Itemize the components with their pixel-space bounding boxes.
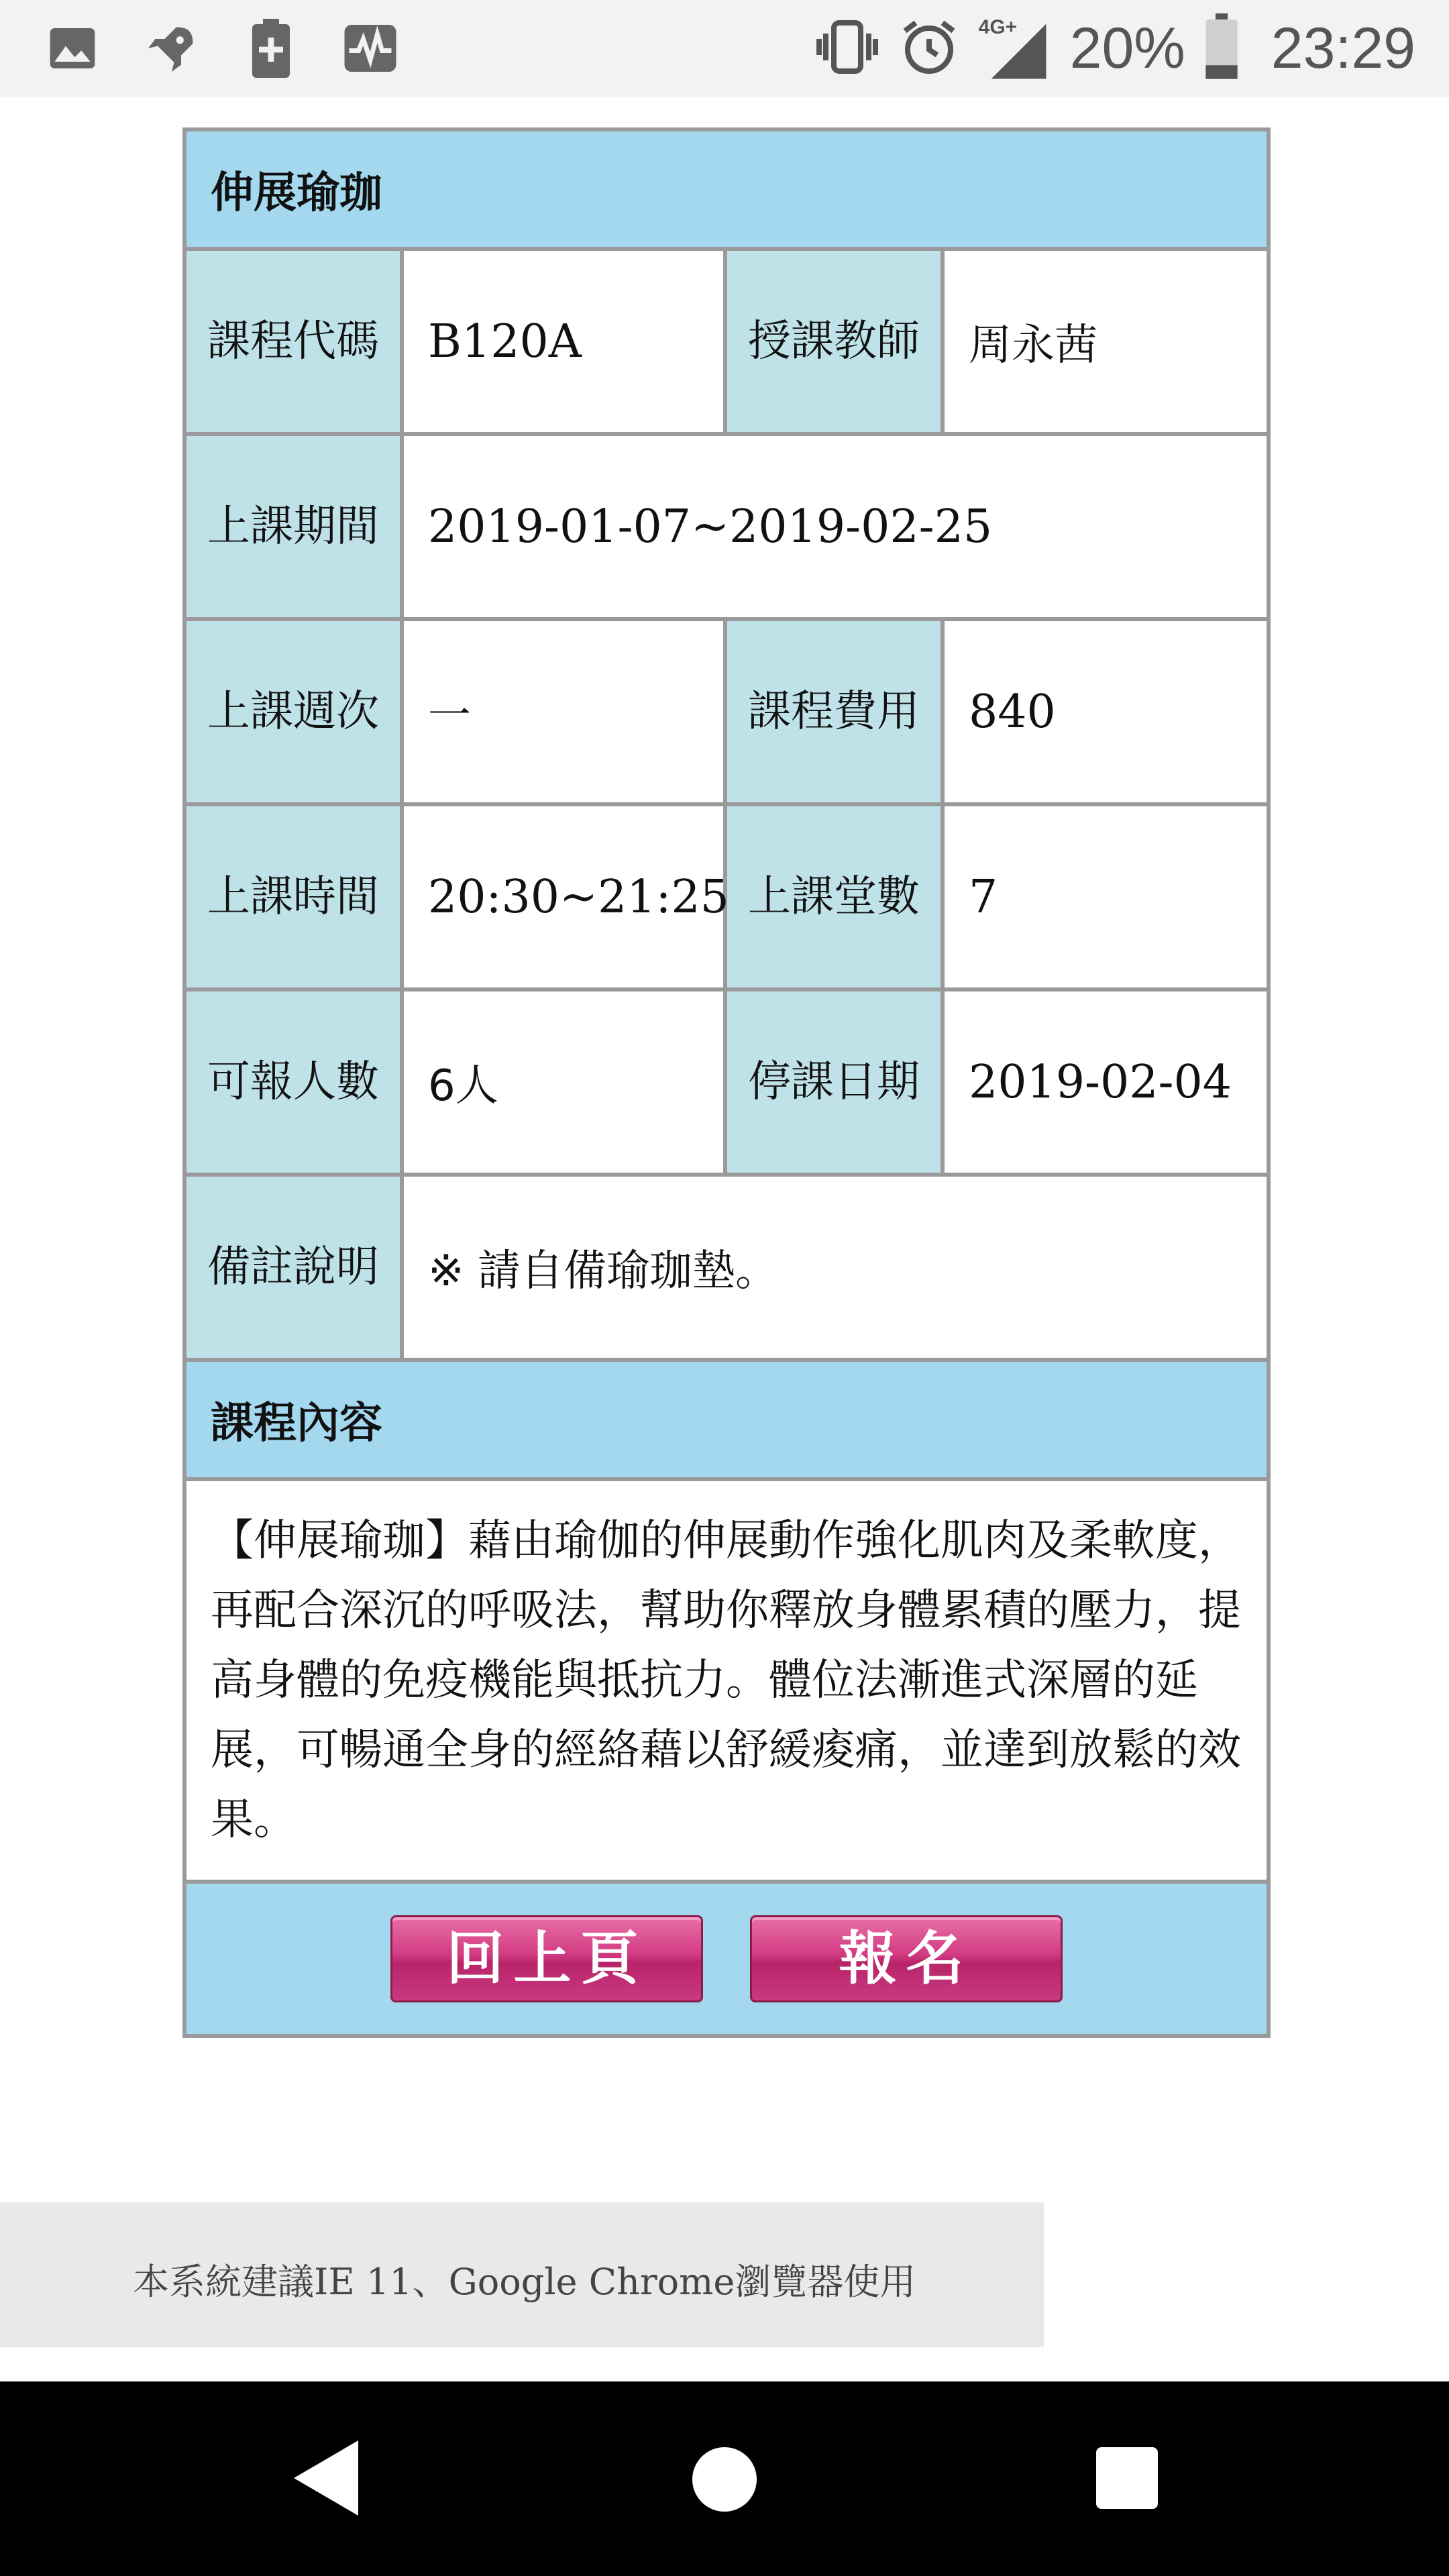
recents-icon[interactable]: [1096, 2447, 1158, 2509]
status-bar: [0, 0, 1449, 97]
label-teacher: 授課教師: [727, 251, 941, 432]
label-fee: 課程費用: [727, 621, 941, 802]
system-status: [815, 11, 1415, 86]
register-button[interactable]: 報名: [750, 1915, 1063, 2002]
label-capacity: 可報人數: [186, 991, 400, 1173]
home-icon[interactable]: [692, 2447, 757, 2512]
content-text: 【伸展瑜珈】藉由瑜伽的伸展動作強化肌肉及柔軟度，再配合深沉的呼吸法，幫助你釋放身體累積的壓力，提高身體的免疫機能與抵抗力。體位法漸進式深層的延展，可暢通全身的經絡藉以舒緩痠痛，並達到放鬆的效果。: [186, 1481, 1267, 1880]
navigation-bar: [0, 2381, 1449, 2576]
value-remarks: ※ 請自備瑜珈墊。: [404, 1177, 1267, 1358]
value-capacity: 6人: [404, 991, 723, 1173]
value-period: 2019-01-07~2019-02-25: [404, 436, 1267, 617]
back-icon[interactable]: [288, 2435, 364, 2524]
value-fee: 840: [945, 621, 1267, 802]
value-code: B120A: [404, 251, 723, 432]
notification-icons: [43, 19, 400, 78]
course-detail-table: [182, 127, 1271, 2038]
activity-icon: [341, 19, 400, 78]
signal-icon: [979, 15, 1053, 82]
course-title: 伸展瑜珈: [186, 131, 1267, 247]
footer: [0, 2202, 1044, 2347]
network-label: 4G+: [978, 16, 1018, 38]
label-code: 課程代碼: [186, 251, 400, 432]
footer-text: 本系統建議IE 11、Google Chrome瀏覽器使用: [133, 2261, 916, 2303]
button-row: [186, 1884, 1267, 2034]
vibrate-icon: [815, 15, 879, 82]
value-sessions: 7: [945, 806, 1267, 987]
value-suspension: 2019-02-04: [945, 991, 1267, 1173]
back-button[interactable]: 回上頁: [390, 1915, 703, 2002]
value-teacher: 周永茜: [945, 251, 1267, 432]
battery-percent: 20%: [1069, 15, 1185, 80]
alarm-icon: [897, 15, 961, 82]
label-weekday: 上課週次: [186, 621, 400, 802]
battery-plus-icon: [241, 19, 301, 78]
rocket-icon: [142, 19, 201, 78]
label-suspension: 停課日期: [727, 991, 941, 1173]
value-weekday: 一: [404, 621, 723, 802]
label-remarks: 備註說明: [186, 1177, 400, 1358]
clock: 23:29: [1271, 15, 1415, 80]
image-icon: [43, 19, 102, 78]
value-time: 20:30~21:25: [404, 806, 723, 987]
label-sessions: 上課堂數: [727, 806, 941, 987]
label-period: 上課期間: [186, 436, 400, 617]
content-header: 課程內容: [186, 1362, 1267, 1477]
label-time: 上課時間: [186, 806, 400, 987]
battery-icon: [1203, 13, 1240, 83]
